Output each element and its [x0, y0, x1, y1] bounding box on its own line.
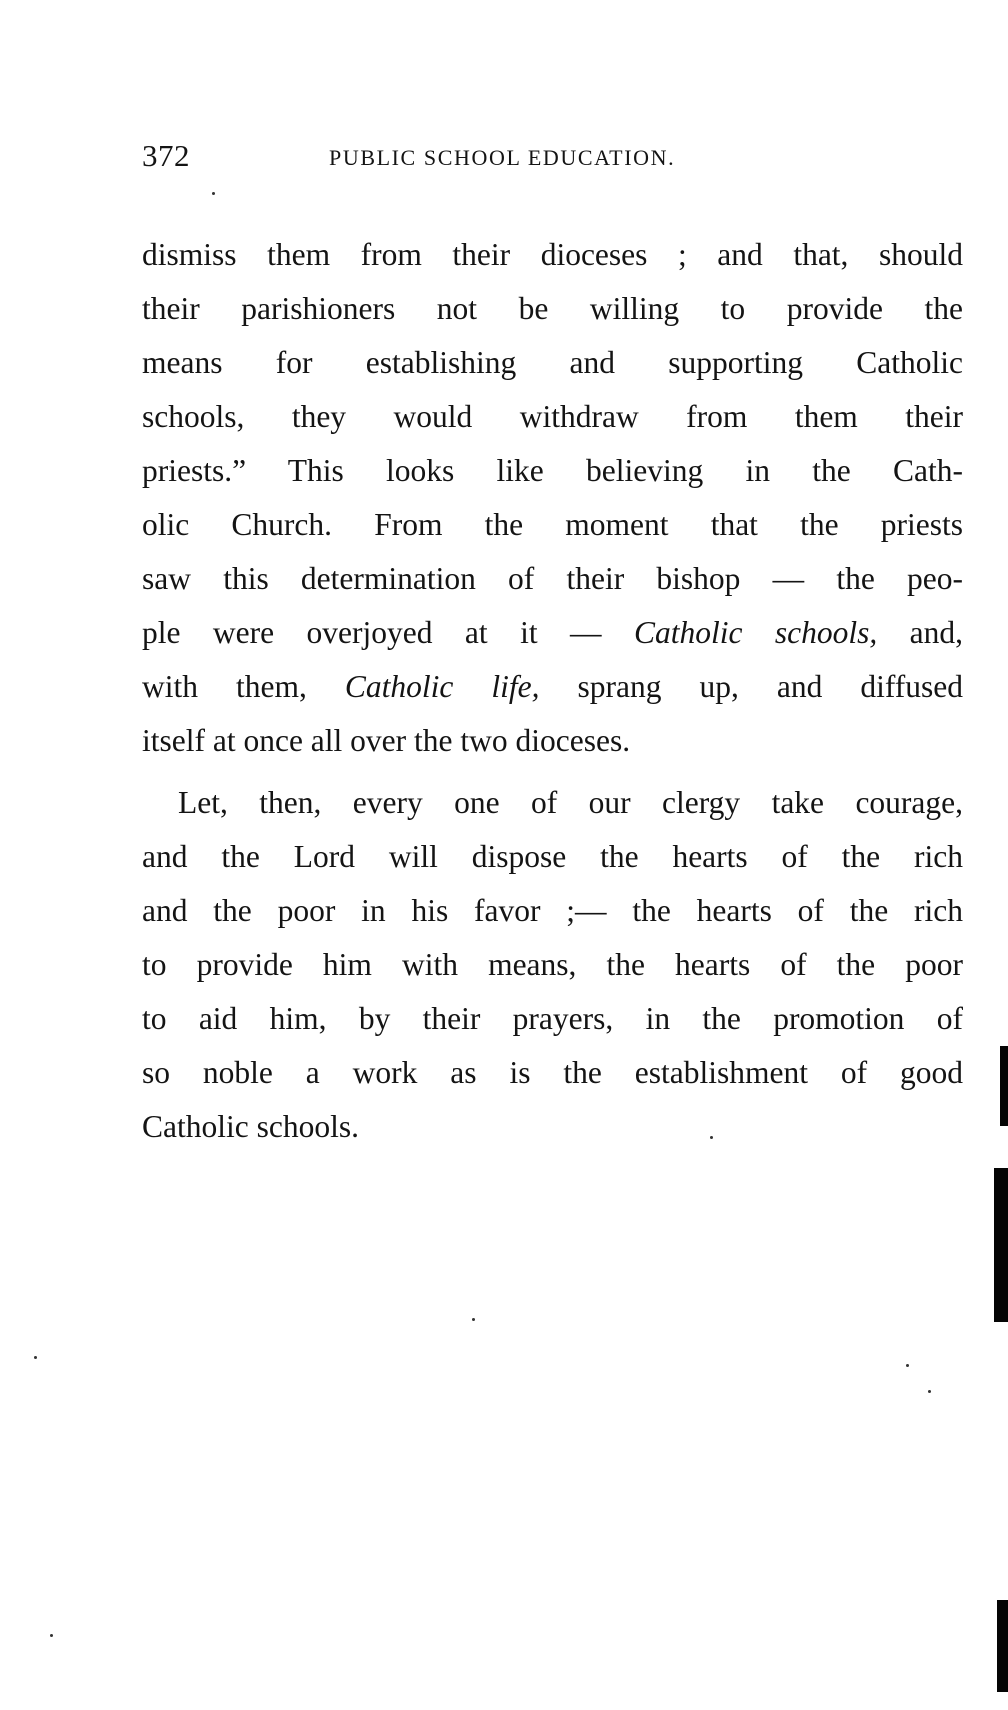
- text-line: [142, 606, 963, 660]
- scan-speck: [34, 1356, 37, 1359]
- text-line: saw this determination of their bishop — the peo-: [142, 561, 963, 596]
- scan-speck: [472, 1318, 475, 1321]
- scan-speck: [50, 1634, 53, 1637]
- italic-phrase: Catholic schools,: [633, 615, 878, 650]
- text-line: itself at once all over the two dioceses.: [142, 723, 631, 758]
- text-run: and,: [909, 615, 964, 650]
- paragraph-1: [142, 228, 963, 768]
- text-line: to provide him with means, the hearts of the poor: [142, 947, 963, 982]
- text-run: sprang up, and diffused: [577, 669, 964, 704]
- scan-edge-mark: [994, 1168, 1008, 1322]
- body-text: [142, 228, 963, 1154]
- text-line: and the poor in his favor ;— the hearts of the rich: [142, 893, 963, 928]
- scan-edge-mark: [1000, 1046, 1008, 1126]
- text-line: so noble a work as is the establishment of good: [142, 1055, 963, 1090]
- text-run: ple were overjoyed at it —: [142, 615, 602, 650]
- text-line: Catholic schools.: [142, 1109, 359, 1144]
- scan-speck: [710, 1136, 713, 1139]
- text-line: priests.” This looks like believing in the Cath-: [142, 453, 963, 488]
- page-number: 372: [142, 138, 190, 173]
- italic-phrase: Catholic life,: [344, 669, 540, 704]
- paragraph-2: [142, 776, 963, 1154]
- text-line: Let, then, every one of our clergy take courage,: [178, 785, 963, 820]
- scan-speck: [906, 1364, 909, 1367]
- page-header: [142, 136, 962, 180]
- text-line: olic Church. From the moment that the priests: [142, 507, 963, 542]
- scan-speck: [928, 1390, 931, 1393]
- scan-edge-mark: [997, 1600, 1008, 1692]
- text-line: means for establishing and supporting Catholic: [142, 345, 963, 380]
- text-line: their parishioners not be willing to provide the: [142, 291, 963, 326]
- running-head: PUBLIC SCHOOL EDUCATION.: [329, 145, 676, 170]
- text-line: and the Lord will dispose the hearts of the rich: [142, 839, 963, 874]
- text-line: schools, they would withdraw from them their: [142, 399, 963, 434]
- text-line: dismiss them from their dioceses ; and that, should: [142, 237, 963, 272]
- text-line: to aid him, by their prayers, in the promotion of: [142, 1001, 963, 1036]
- text-line: [142, 660, 963, 714]
- text-run: with them,: [142, 669, 307, 704]
- scan-speck: [212, 192, 215, 195]
